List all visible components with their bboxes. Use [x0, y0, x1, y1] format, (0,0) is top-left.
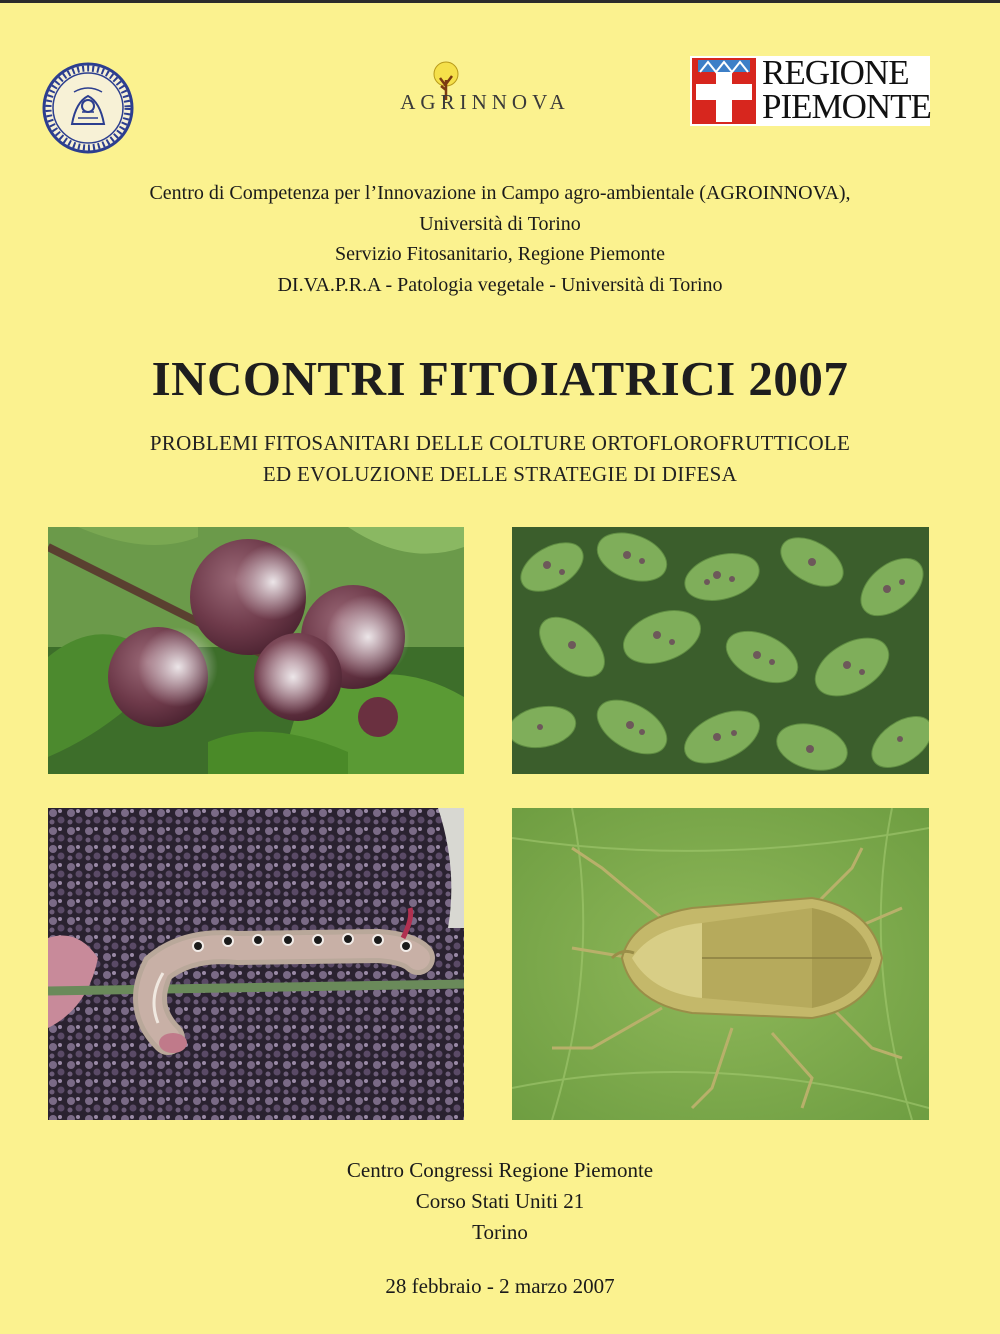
organization-line: Centro di Competenza per l’Innovazione in Campo agro-ambientale (AGROINNOVA), — [149, 182, 851, 204]
photo-plums — [48, 527, 464, 774]
agrinnova-logo — [360, 60, 610, 120]
event-dates: 28 febbraio - 2 marzo 2007 — [385, 1274, 615, 1298]
document-subtitle — [0, 428, 1000, 490]
organization-line: Servizio Fitosanitario, Regione Piemonte — [335, 243, 665, 265]
subtitle-line: ED EVOLUZIONE DELLE STRATEGIE DI DIFESA — [262, 462, 738, 486]
organization-line: Università di Torino — [419, 212, 581, 235]
venue-line: Torino — [472, 1220, 528, 1244]
venue-block — [0, 1155, 1000, 1248]
regione-piemonte-logo — [690, 53, 931, 126]
regione-line2: PIEMONTE — [762, 87, 931, 126]
regione-line1: REGIONE — [762, 53, 909, 92]
top-border — [0, 0, 1000, 3]
venue-line: Centro Congressi Regione Piemonte — [346, 1158, 654, 1182]
photo-bug — [512, 808, 929, 1120]
regione-wordmark — [762, 53, 931, 126]
subtitle-line: PROBLEMI FITOSANITARI DELLE COLTURE ORTOFLOROFRUTTICOLE — [149, 431, 851, 455]
university-seal-logo — [42, 62, 134, 154]
photo-caterpillar — [48, 808, 464, 1120]
document-title: INCONTRI FITOIATRICI 2007 — [151, 351, 849, 406]
photo-spotted-leaves — [512, 527, 929, 774]
venue-line: Corso Stati Uniti 21 — [415, 1189, 585, 1213]
agrinnova-wordmark: AGRINNOVA — [400, 90, 570, 114]
organization-line: DI.VA.P.R.A - Patologia vegetale - Università di Torino — [277, 273, 723, 296]
regione-cross-icon — [692, 58, 756, 124]
organizations-block — [0, 178, 1000, 300]
